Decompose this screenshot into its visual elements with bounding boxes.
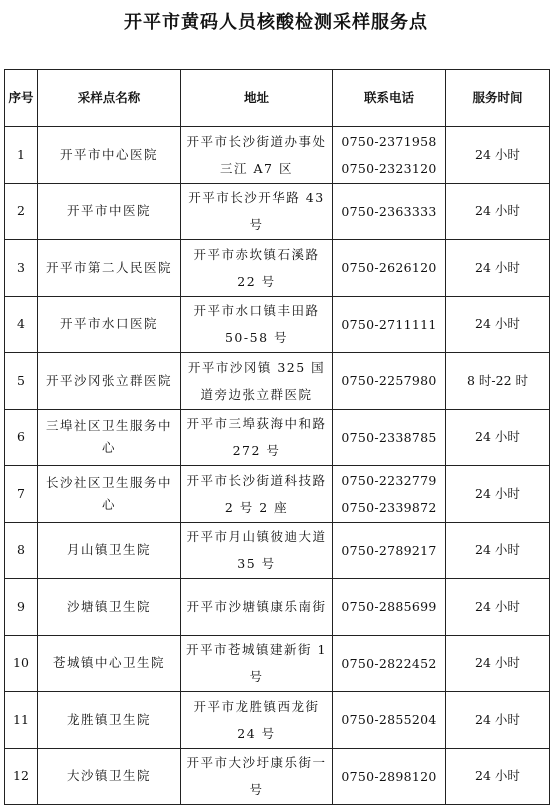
site-address: 开平市赤坎镇石溪路 22 号 [181,240,333,297]
phone-number: 0750-2885699 [341,599,437,615]
header-name: 采样点名称 [38,70,181,127]
site-name: 开平市水口医院 [38,296,181,353]
site-name: 苍城镇中心卫生院 [38,635,181,692]
service-hours: 24 小时 [446,296,550,353]
site-phones [333,240,446,297]
site-name: 开平市中心医院 [38,127,181,184]
site-phones [333,522,446,579]
site-phones [333,296,446,353]
service-hours: 24 小时 [446,635,550,692]
service-hours: 24 小时 [446,522,550,579]
phone-number: 0750-2711111 [341,316,437,332]
table-row [5,522,550,579]
service-hours: 24 小时 [446,183,550,240]
row-number: 9 [5,579,38,636]
table-header-row [5,70,550,127]
phone-number: 0750-2822452 [341,655,437,671]
site-address: 开平市月山镇彼迪大道 35 号 [181,522,333,579]
site-name: 大沙镇卫生院 [38,748,181,805]
row-number: 7 [5,466,38,523]
service-hours: 8 时-22 时 [446,353,550,410]
phone-number: 0750-2232779 [341,472,437,488]
site-phones [333,748,446,805]
service-hours: 24 小时 [446,240,550,297]
row-number: 12 [5,748,38,805]
site-name: 龙胜镇卫生院 [38,692,181,749]
row-number: 6 [5,409,38,466]
sampling-sites-table [4,69,550,805]
header-no: 序号 [5,70,38,127]
site-phones [333,353,446,410]
service-hours: 24 小时 [446,579,550,636]
row-number: 8 [5,522,38,579]
site-name: 开平市第二人民医院 [38,240,181,297]
phone-number: 0750-2789217 [341,542,437,558]
header-hours: 服务时间 [446,70,550,127]
site-name: 开平市中医院 [38,183,181,240]
phone-number: 0750-2626120 [341,260,437,276]
header-phone: 联系电话 [333,70,446,127]
site-name: 长沙社区卫生服务中心 [38,466,181,523]
row-number: 5 [5,353,38,410]
row-number: 10 [5,635,38,692]
table-row [5,409,550,466]
service-hours: 24 小时 [446,748,550,805]
table-row [5,240,550,297]
site-phones [333,183,446,240]
table-row [5,635,550,692]
site-address: 开平市苍城镇建新街 1 号 [181,635,333,692]
site-address: 开平市长沙街道科技路 2 号 2 座 [181,466,333,523]
site-address: 开平市沙冈镇 325 国道旁边张立群医院 [181,353,333,410]
phone-number: 0750-2371958 [341,133,437,149]
site-address: 开平市龙胜镇西龙街 24 号 [181,692,333,749]
site-address: 开平市三埠荻海中和路 272 号 [181,409,333,466]
site-name: 三埠社区卫生服务中心 [38,409,181,466]
site-address: 开平市沙塘镇康乐南街 [181,579,333,636]
phone-number: 0750-2257980 [341,373,437,389]
table-row [5,296,550,353]
phone-number: 0750-2338785 [341,429,437,445]
row-number: 2 [5,183,38,240]
service-hours: 24 小时 [446,692,550,749]
page-title: 开平市黄码人员核酸检测采样服务点 [124,12,428,33]
row-number: 11 [5,692,38,749]
site-phones [333,579,446,636]
site-phones [333,409,446,466]
table-row [5,692,550,749]
phone-number: 0750-2898120 [341,768,437,784]
service-hours: 24 小时 [446,409,550,466]
site-name: 开平沙冈张立群医院 [38,353,181,410]
phone-number: 0750-2339872 [341,499,437,515]
site-phones [333,635,446,692]
service-hours: 24 小时 [446,466,550,523]
site-address: 开平市长沙街道办事处三江 A7 区 [181,127,333,184]
table-row [5,579,550,636]
site-address: 开平市长沙开华路 43 号 [181,183,333,240]
site-phones [333,127,446,184]
table-row [5,353,550,410]
table-row [5,183,550,240]
site-name: 月山镇卫生院 [38,522,181,579]
row-number: 4 [5,296,38,353]
site-address: 开平市水口镇丰田路 50-58 号 [181,296,333,353]
table-row [5,466,550,523]
site-name: 沙塘镇卫生院 [38,579,181,636]
phone-number: 0750-2855204 [341,712,437,728]
table-row [5,127,550,184]
header-address: 地址 [181,70,333,127]
site-address: 开平市大沙圩康乐街一号 [181,748,333,805]
service-hours: 24 小时 [446,127,550,184]
table-row [5,748,550,805]
site-phones [333,692,446,749]
site-phones [333,466,446,523]
phone-number: 0750-2323120 [341,160,437,176]
row-number: 3 [5,240,38,297]
phone-number: 0750-2363333 [341,203,437,219]
row-number: 1 [5,127,38,184]
